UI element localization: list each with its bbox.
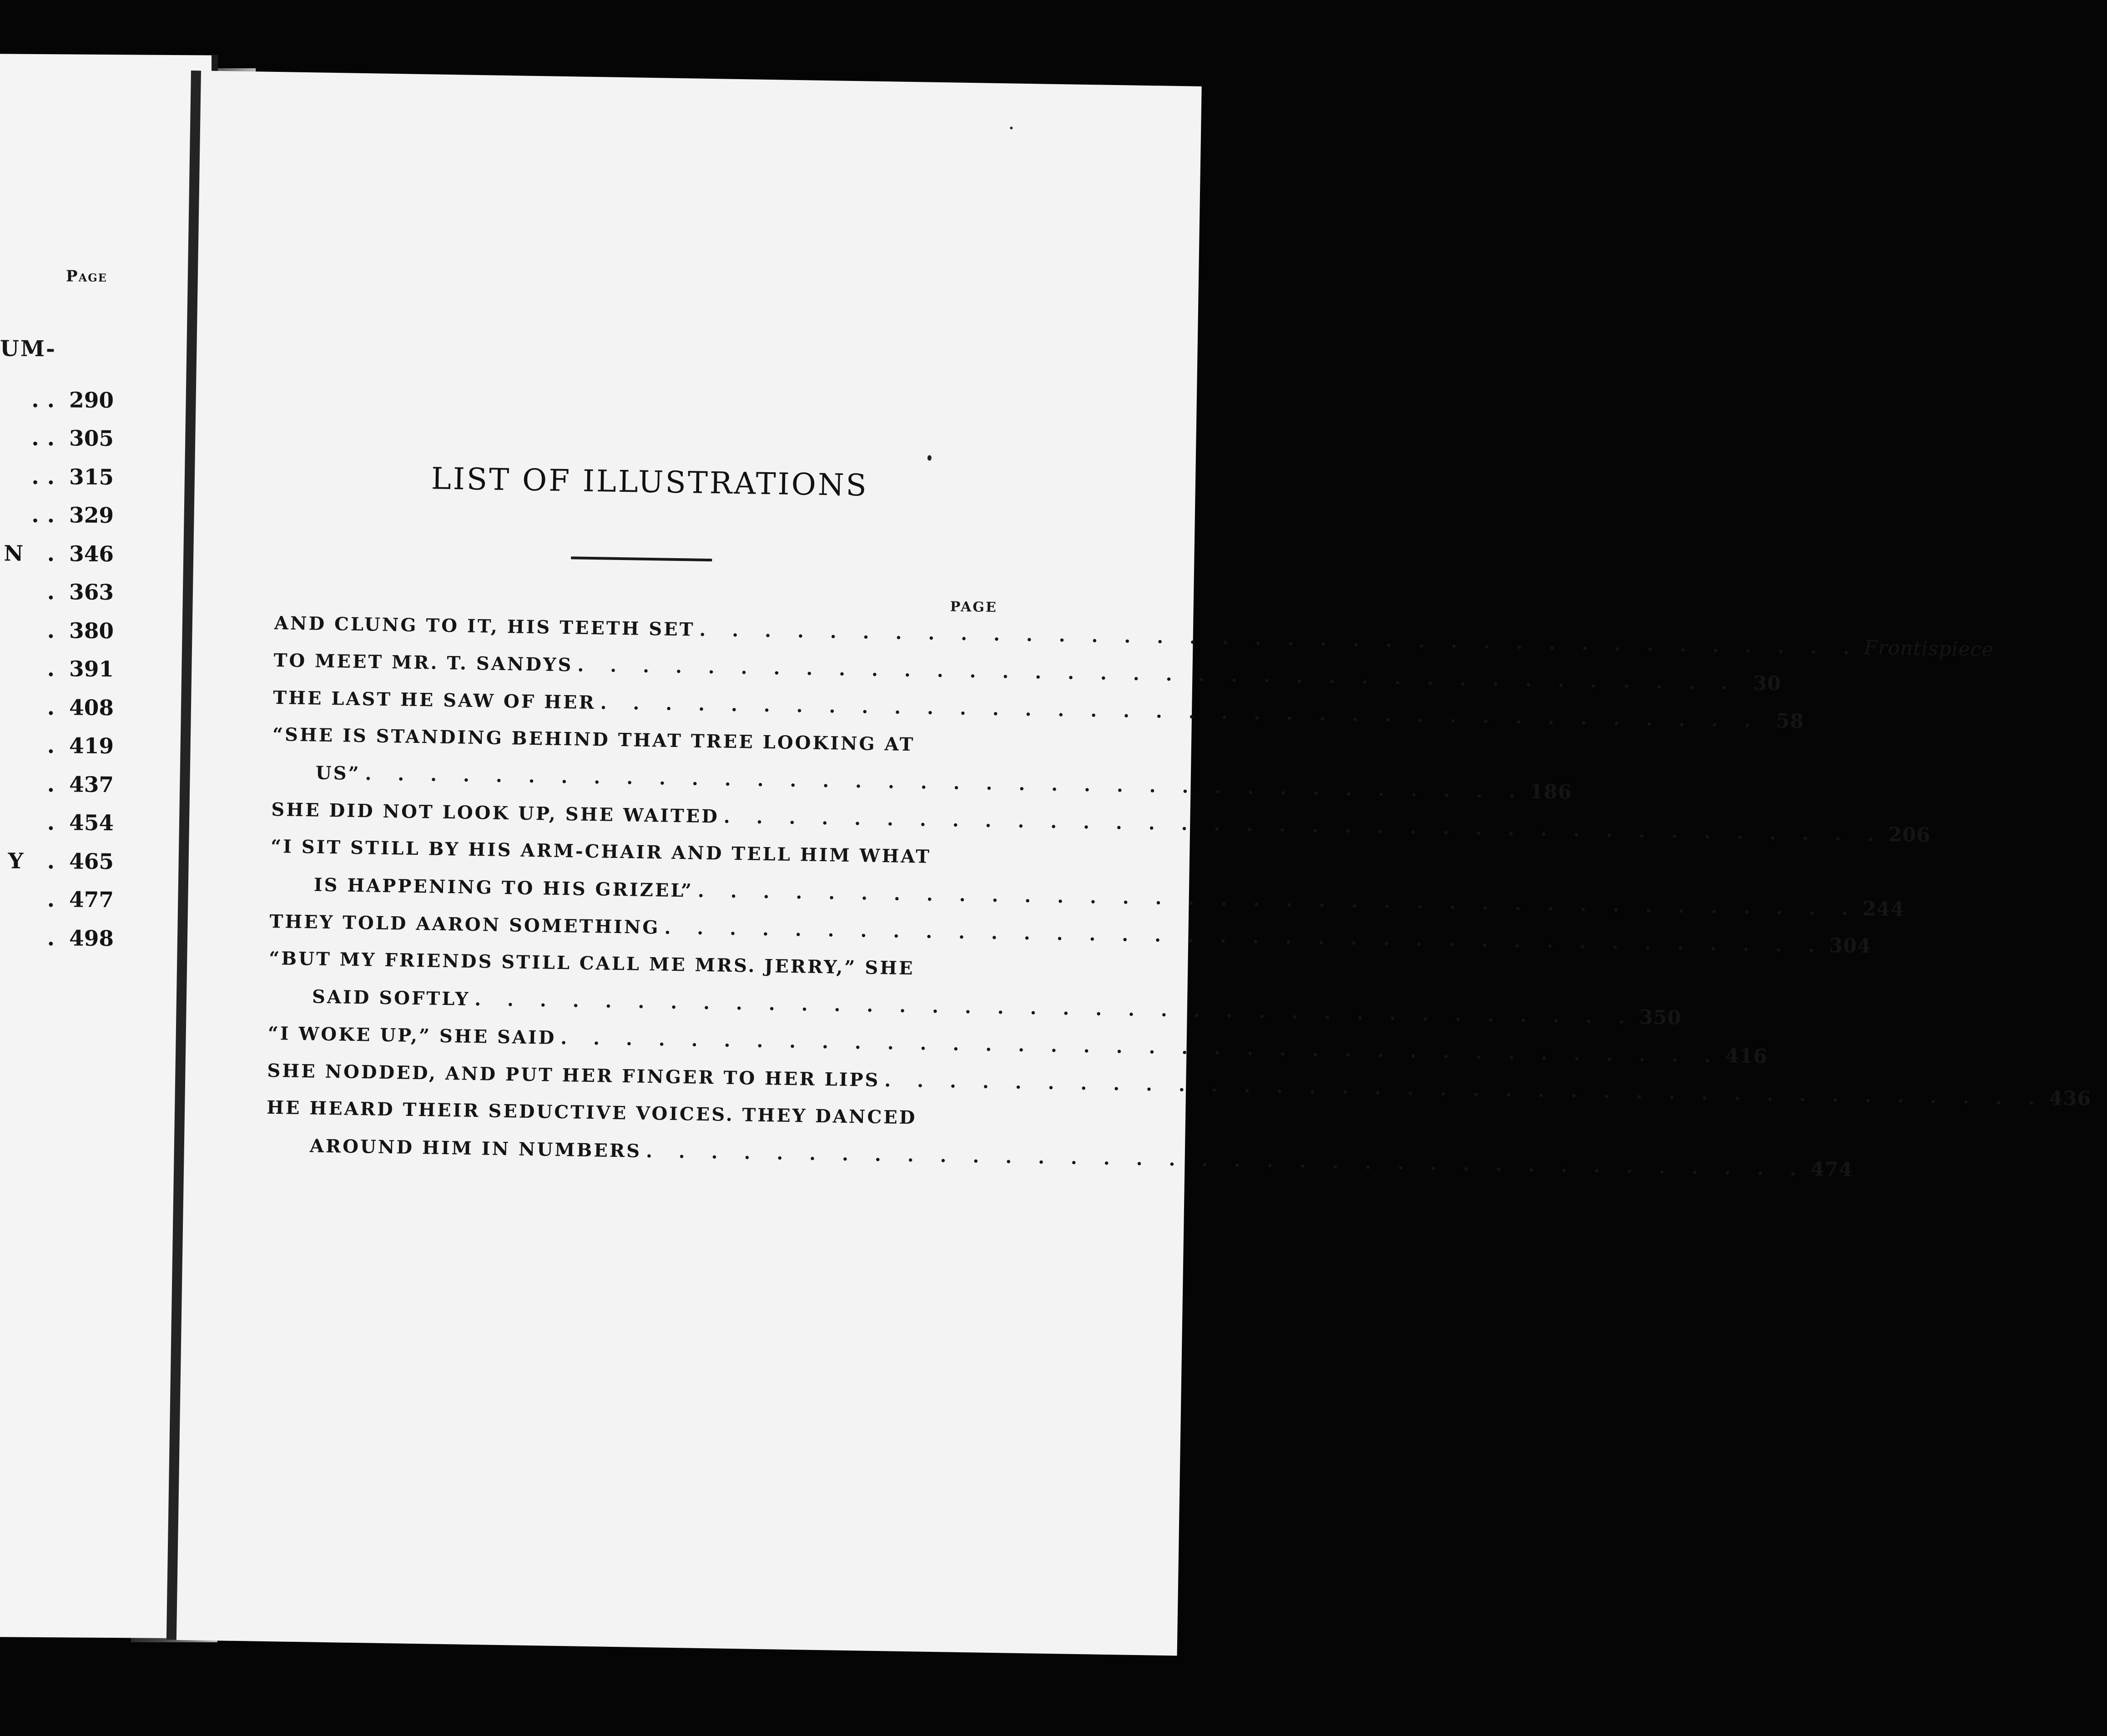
left-contents-row	[0, 765, 114, 804]
illustration-caption: US”	[315, 762, 361, 785]
illustration-caption: “I WOKE UP,” SHE SAID	[267, 1022, 556, 1049]
left-row-leader: .	[47, 580, 63, 605]
dot-leader: . . . . . . . . . . . . . . . . . . . . . . . . . . . . . . . . . . . .	[645, 1141, 1806, 1181]
illustration-caption: IS HAPPENING TO HIS GRIZEL”	[313, 874, 694, 902]
left-contents-row	[0, 457, 114, 496]
illustration-page-number: 58	[1775, 709, 1805, 733]
dot-leader: . . . . . . . . . . . . . . . . . . . . . . . . . . . . . . . . . . . .	[577, 654, 1738, 694]
left-row-leader: .	[47, 772, 63, 797]
left-row-page-number: 454	[69, 810, 114, 836]
left-row-page-number: 346	[69, 541, 114, 567]
left-contents-row	[0, 918, 114, 958]
left-contents-row	[0, 650, 114, 689]
dot-leader: . . . . . . . . . . . . . . . . . . . . . . . . . . . . . . . . . . . .	[699, 619, 1860, 659]
left-row-page-number: 391	[69, 656, 114, 682]
dot-leader: . . . . . . . . . . . . . . . . . . . . . . . . . . . . . . . . . . . .	[600, 692, 1761, 732]
left-row-leader: .	[47, 733, 63, 759]
left-row-leader: ..	[31, 464, 63, 490]
dot-leader: . . . . . . . . . . . . . . . . . . . . . . . . . . . . . . . . . . . .	[474, 989, 1635, 1029]
left-row-page-number: 477	[69, 887, 114, 913]
left-row-page-number: 419	[69, 733, 114, 759]
illustration-caption: THEY TOLD AARON SOMETHING	[269, 910, 660, 939]
left-row-leader: ..	[31, 387, 63, 413]
left-contents-row	[0, 688, 114, 727]
left-row-leader: .	[47, 656, 63, 682]
left-contents-row	[0, 842, 114, 881]
left-row-leader: .	[47, 887, 63, 913]
left-row-leader: ..	[31, 426, 63, 451]
dot-leader: . . . . . . . . . . . . . . . . . . . . . . . . . . . . . . . . . . . .	[365, 763, 1526, 803]
title-rule	[571, 556, 712, 561]
left-row-page-number: 305	[69, 426, 114, 452]
dot-leader: . . . . . . . . . . . . . . . . . . . . . . . . . . . . . . . . . . . .	[723, 806, 1884, 846]
dot-leader: . . . . . . . . . . . . . . . . . . . . . . . . . . . . . . . . . . . .	[560, 1027, 1721, 1067]
left-row-page-number: 363	[69, 580, 114, 606]
ink-speck	[927, 455, 932, 461]
left-contents-row	[0, 611, 114, 650]
dot-leader: . . . . . . . . . . . . . . . . . . . . . . . . . . . . . . . . . . . .	[664, 917, 1825, 957]
illustration-caption: “SHE IS STANDING BEHIND THAT TREE LOOKING AT	[272, 723, 915, 756]
left-heading-fragment: UM-	[0, 336, 56, 362]
illustration-page-number: 474	[1810, 1158, 1853, 1181]
dot-leader: . . . . . . . . . . . . . . . . . . . . . . . . . . . . . . . . . . . .	[884, 1070, 2045, 1110]
illustration-caption: “BUT MY FRIENDS STILL CALL ME MRS. JERRY,” SHE	[269, 947, 915, 979]
left-row-page-number: 290	[69, 388, 114, 413]
illustration-page-number: 206	[1888, 823, 1931, 847]
illustration-caption: AND CLUNG TO IT, HIS TEETH SET	[274, 612, 695, 641]
left-row-page-number: 329	[69, 503, 114, 529]
left-contents-row	[0, 803, 114, 843]
illustration-caption: AROUND HIM IN NUMBERS	[309, 1135, 642, 1162]
illustration-caption: THE LAST HE SAW OF HER	[273, 687, 596, 714]
left-page-header: Page	[66, 267, 107, 286]
left-contents-row	[0, 419, 114, 458]
left-row-leader: ..	[31, 503, 63, 528]
illustration-page-number: Frontispiece	[1864, 636, 1994, 661]
left-row-leader: Y .	[8, 848, 63, 874]
left-row-page-number: 465	[69, 849, 114, 874]
left-row-page-number: 315	[69, 464, 114, 490]
page-title: LIST OF ILLUSTRATIONS	[431, 461, 869, 503]
illustration-caption: SHE NODDED, AND PUT HER FINGER TO HER LIPS	[267, 1060, 880, 1091]
illustration-page-number: 244	[1862, 897, 1905, 921]
left-row-leader: N .	[4, 541, 63, 567]
illustration-caption: “I SIT STILL BY HIS ARM-CHAIR AND TELL HIM WHAT	[270, 835, 932, 868]
illustration-page-number: 304	[1829, 934, 1872, 958]
right-page	[166, 71, 2092, 1655]
left-contents-row	[0, 573, 114, 612]
illustration-page-number: 350	[1639, 1006, 1682, 1029]
left-row-page-number: 408	[69, 695, 114, 721]
illustration-page-number: 416	[1725, 1045, 1768, 1068]
left-row-leader: .	[47, 810, 63, 836]
illustration-caption: TO MEET MR. T. SANDYS	[273, 650, 573, 676]
left-row-page-number: 498	[69, 926, 114, 951]
left-row-leader: .	[47, 925, 63, 951]
left-row-leader: .	[47, 618, 63, 644]
left-contents-row	[0, 534, 114, 573]
ink-speck	[1010, 126, 1013, 129]
page-column-header: PAGE	[950, 599, 998, 616]
left-row-page-number: 380	[69, 618, 114, 644]
left-row-leader: .	[47, 695, 63, 721]
illustration-caption: SHE DID NOT LOOK UP, SHE WAITED	[271, 798, 720, 828]
left-contents-row	[0, 380, 114, 419]
illustration-page-number: 186	[1529, 780, 1573, 804]
illustration-caption: SAID SOFTLY	[312, 986, 470, 1010]
left-contents-list	[0, 380, 114, 958]
dot-leader: . . . . . . . . . . . . . . . . . . . . . . . . . . . . . . . . . . . .	[697, 880, 1858, 920]
left-contents-row	[0, 880, 114, 919]
left-contents-row	[0, 496, 114, 535]
illustration-page-number: 436	[2049, 1087, 2092, 1110]
illustration-caption: HE HEARD THEIR SEDUCTIVE VOICES. THEY DANCED	[266, 1096, 917, 1129]
left-contents-row	[0, 727, 114, 766]
illustration-page-number: 30	[1753, 672, 1782, 696]
left-row-page-number: 437	[69, 772, 114, 797]
